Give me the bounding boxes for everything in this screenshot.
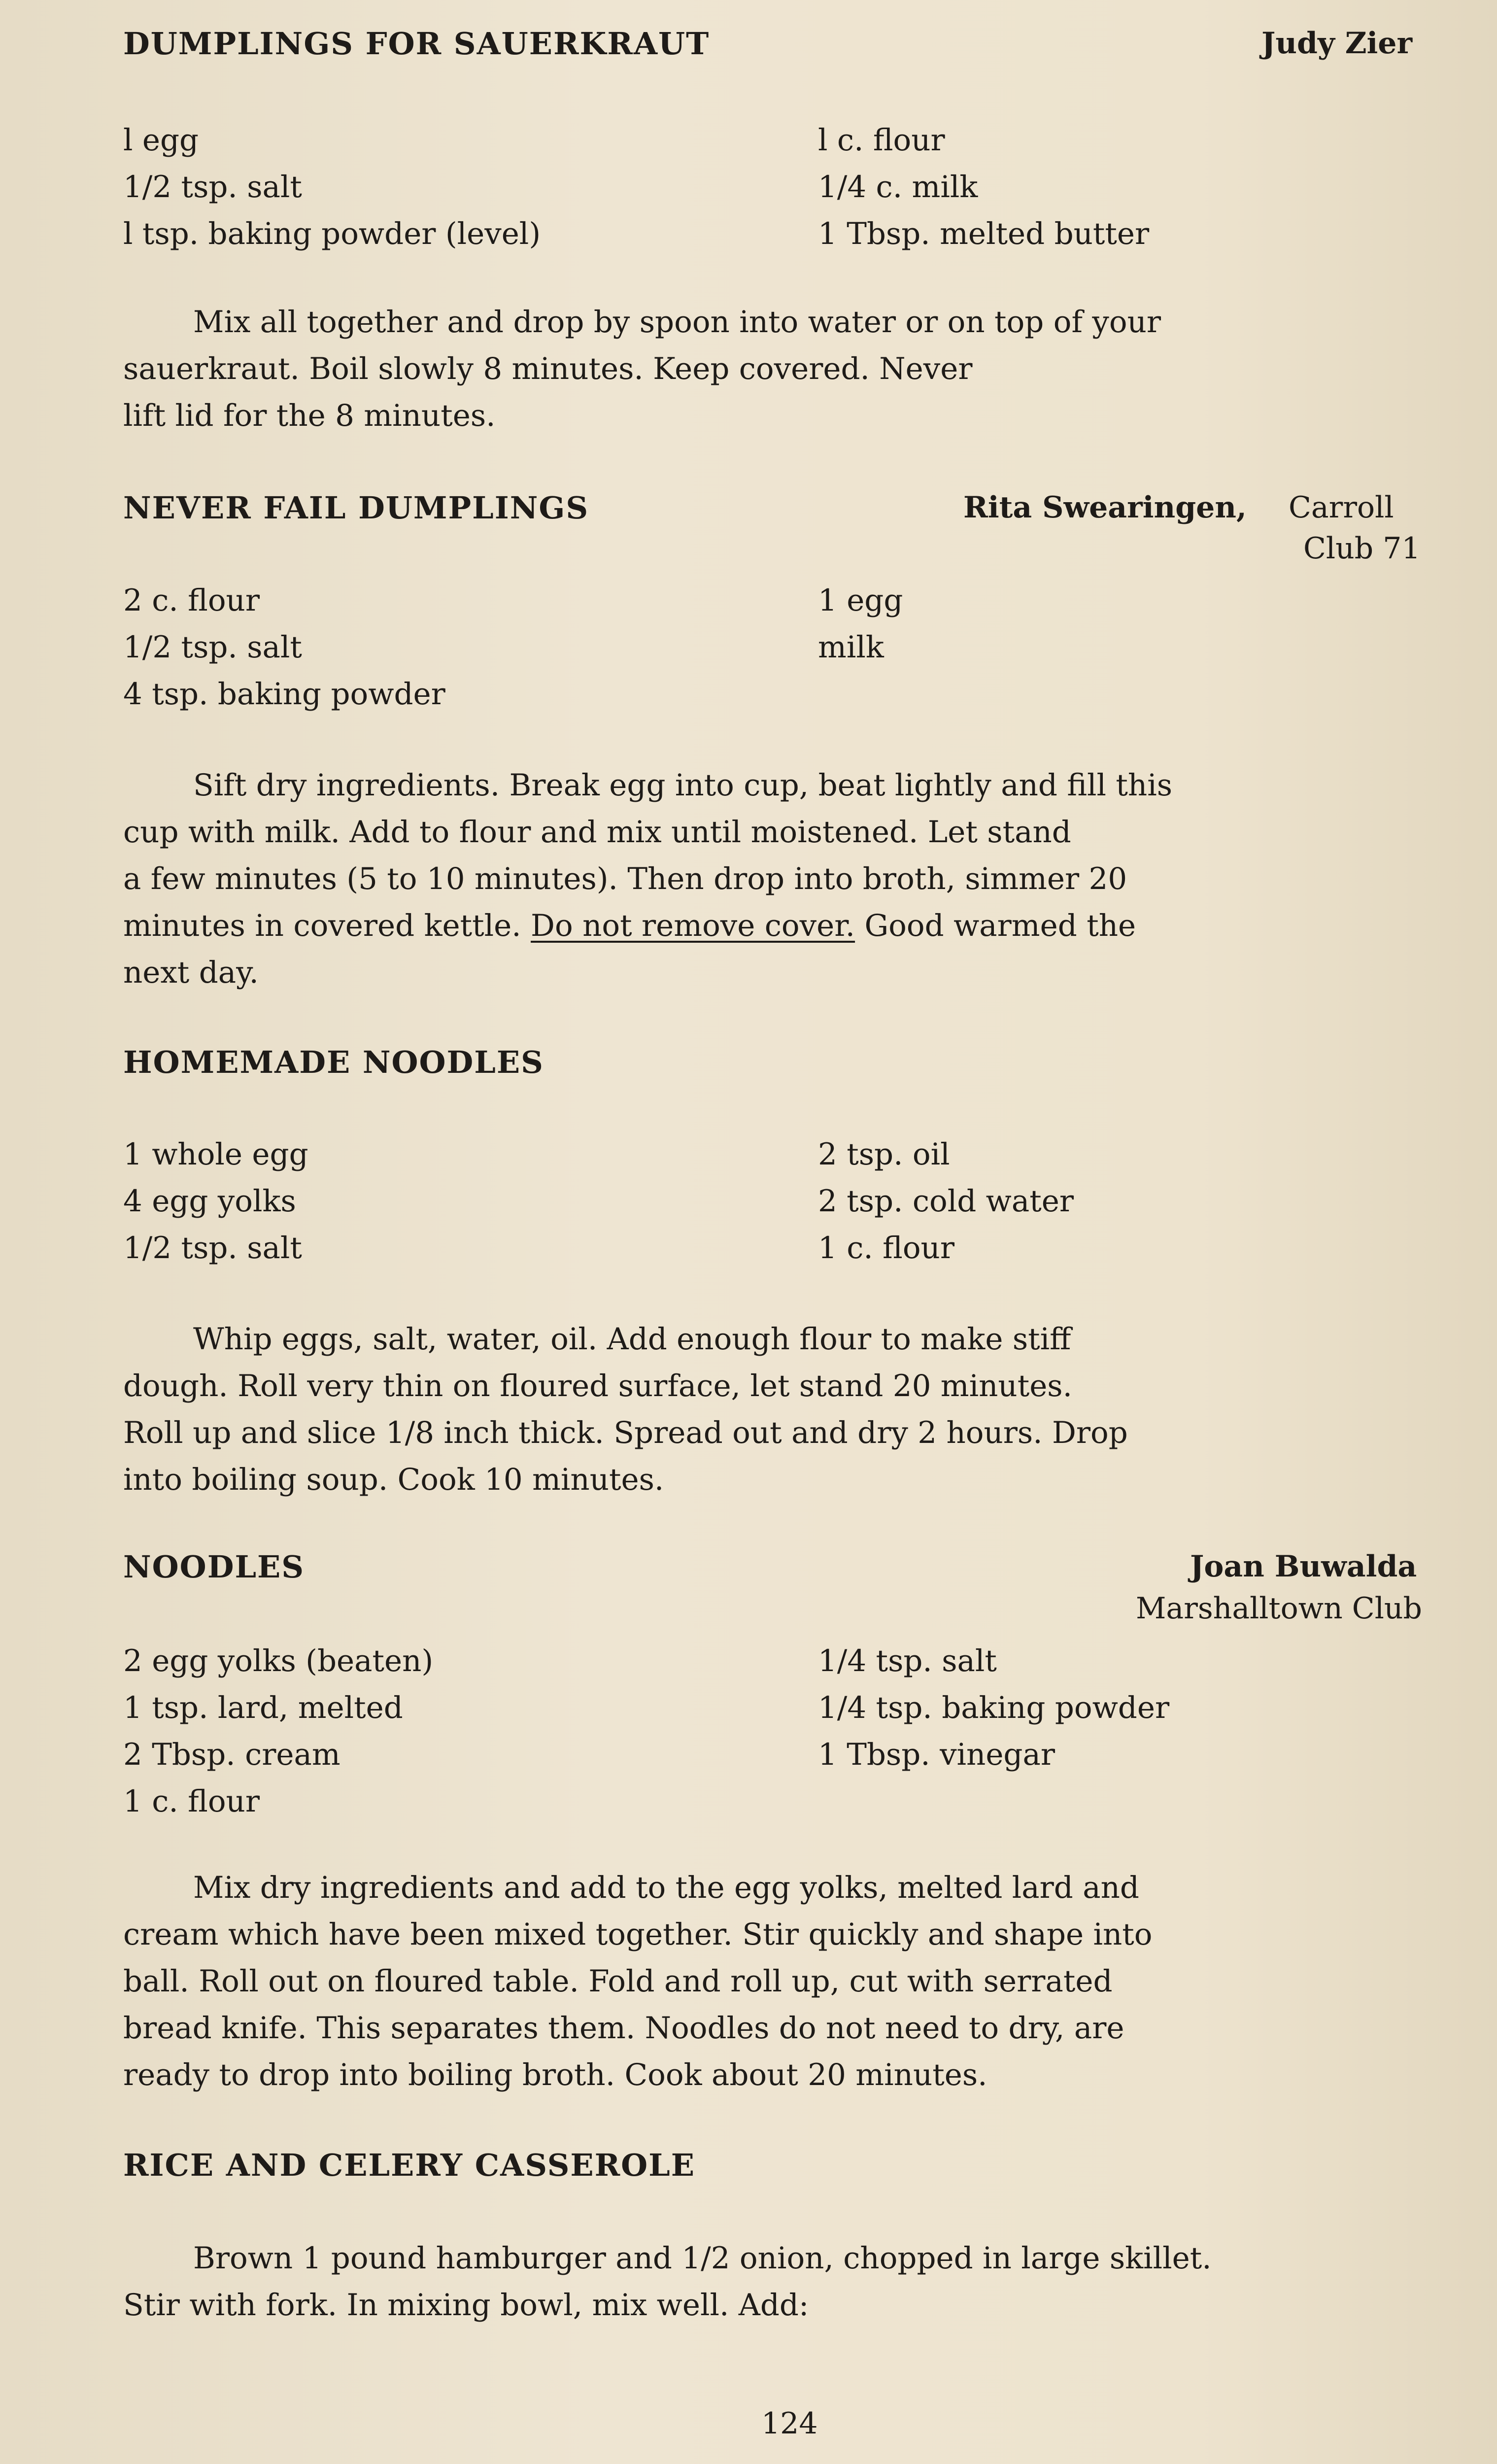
direction-line: Mix dry ingredients and add to the egg yolks, melted lard and bbox=[193, 1870, 1139, 1905]
ingredient: 1 whole egg bbox=[123, 1137, 308, 1172]
ingredient: 1/4 tsp. salt bbox=[818, 1643, 997, 1678]
direction-line: a few minutes (5 to 10 minutes). Then drop into broth, simmer 20 bbox=[123, 861, 1127, 896]
direction-line: Sift dry ingredients. Break egg into cup, beat lightly and fill this bbox=[193, 768, 1173, 803]
ingredient: 1 c. flour bbox=[123, 1784, 260, 1819]
recipe-author: Rita Swearingen, bbox=[963, 490, 1247, 525]
direction-line: sauerkraut. Boil slowly 8 minutes. Keep covered. Never bbox=[123, 351, 973, 386]
ingredient: milk bbox=[818, 630, 884, 665]
ingredient: 1/4 c. milk bbox=[818, 170, 978, 205]
ingredient: l egg bbox=[123, 123, 199, 158]
ingredient: 1/4 tsp. baking powder bbox=[818, 1690, 1170, 1725]
direction-line: Roll up and slice 1/8 inch thick. Spread out and dry 2 hours. Drop bbox=[123, 1415, 1128, 1450]
ingredient: 1/2 tsp. salt bbox=[123, 170, 302, 205]
ingredient: 1 Tbsp. melted butter bbox=[818, 216, 1150, 251]
ingredient: 1 egg bbox=[818, 583, 903, 618]
direction-line: lift lid for the 8 minutes. bbox=[123, 398, 496, 433]
ingredient: 2 tsp. cold water bbox=[818, 1184, 1074, 1219]
recipe-club: Club 71 bbox=[1303, 531, 1421, 566]
recipe-title: DUMPLINGS FOR SAUERKRAUT bbox=[123, 26, 710, 62]
direction-line: dough. Roll very thin on floured surface, let stand 20 minutes. bbox=[123, 1369, 1072, 1403]
recipe-author: Judy Zier bbox=[1261, 26, 1413, 61]
direction-line: next day. bbox=[123, 955, 259, 990]
ingredient: 2 tsp. oil bbox=[818, 1137, 950, 1172]
direction-line: into boiling soup. Cook 10 minutes. bbox=[123, 1462, 664, 1497]
recipe-title: RICE AND CELERY CASSEROLE bbox=[123, 2147, 696, 2183]
direction-line bbox=[123, 908, 1136, 943]
ingredient: 1/2 tsp. salt bbox=[123, 1231, 302, 1266]
recipe-title: HOMEMADE NOODLES bbox=[123, 1044, 544, 1080]
ingredient: 1 tsp. lard, melted bbox=[123, 1690, 403, 1725]
ingredient: 4 egg yolks bbox=[123, 1184, 296, 1219]
direction-line: ball. Roll out on floured table. Fold and roll up, cut with serrated bbox=[123, 1964, 1113, 1999]
direction-line: Brown 1 pound hamburger and 1/2 onion, chopped in large skillet. bbox=[193, 2241, 1212, 2276]
ingredient: 2 Tbsp. cream bbox=[123, 1737, 340, 1772]
recipe-club: Carroll bbox=[1289, 490, 1394, 525]
recipe-title: NEVER FAIL DUMPLINGS bbox=[123, 490, 589, 526]
direction-line: Mix all together and drop by spoon into water or on top of your bbox=[193, 305, 1161, 340]
direction-line: cream which have been mixed together. Stir quickly and shape into bbox=[123, 1917, 1153, 1952]
ingredient: 1 c. flour bbox=[818, 1231, 955, 1266]
underlined-warning: Do not remove cover. bbox=[531, 908, 855, 943]
direction-text: Good warmed the bbox=[855, 908, 1136, 943]
ingredient: 2 egg yolks (beaten) bbox=[123, 1643, 434, 1678]
recipe-title: NOODLES bbox=[123, 1549, 305, 1585]
direction-line: ready to drop into boiling broth. Cook about 20 minutes. bbox=[123, 2057, 987, 2092]
direction-line: cup with milk. Add to flour and mix until moistened. Let stand bbox=[123, 815, 1071, 850]
ingredient: 2 c. flour bbox=[123, 583, 260, 618]
direction-line: Stir with fork. In mixing bowl, mix well. Add: bbox=[123, 2288, 809, 2323]
direction-text: minutes in covered kettle. bbox=[123, 908, 531, 943]
ingredient: 1/2 tsp. salt bbox=[123, 630, 302, 665]
direction-line: bread knife. This separates them. Noodles do not need to dry, are bbox=[123, 2011, 1124, 2046]
ingredient: l tsp. baking powder (level) bbox=[123, 216, 541, 251]
ingredient: 4 tsp. baking powder bbox=[123, 677, 445, 712]
recipe-club: Marshalltown Club bbox=[1136, 1591, 1422, 1626]
ingredient: 1 Tbsp. vinegar bbox=[818, 1737, 1055, 1772]
page-number: 124 bbox=[761, 2406, 818, 2441]
recipe-author: Joan Buwalda bbox=[1190, 1549, 1417, 1584]
ingredient: l c. flour bbox=[818, 123, 945, 158]
direction-line: Whip eggs, salt, water, oil. Add enough flour to make stiff bbox=[193, 1322, 1071, 1357]
